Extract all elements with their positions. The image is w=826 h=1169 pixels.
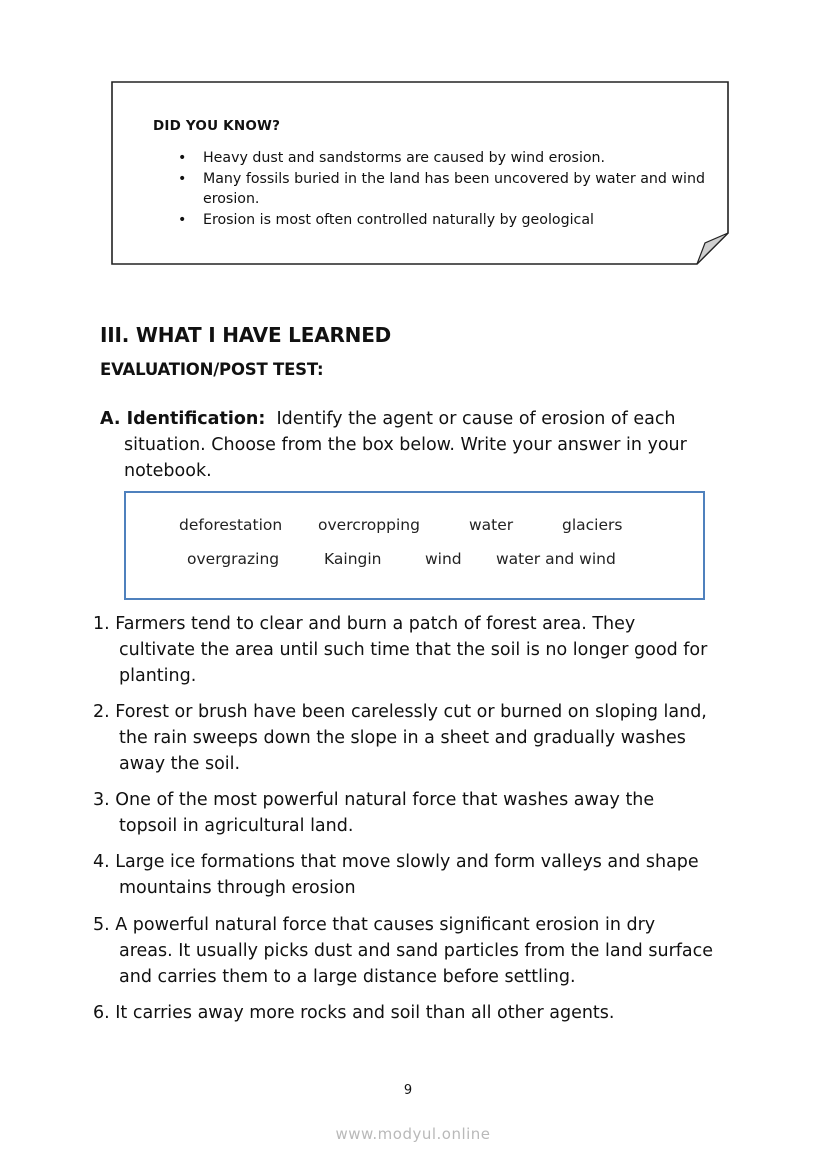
page-number: 9 — [403, 1083, 413, 1098]
choice-item: Kaingin — [324, 550, 382, 568]
bullet-icon: • — [178, 211, 187, 228]
choices-box — [124, 491, 705, 600]
question-item: 6. It carries away more rocks and soil than all other agents. — [93, 1003, 615, 1023]
list-item: • Many fossils buried in the land has been uncovered by water and wind erosion. — [178, 170, 705, 207]
choice-item: glaciers — [562, 516, 623, 534]
did-you-know-title: DID YOU KNOW? — [153, 118, 281, 134]
question-item: 1. Farmers tend to clear and burn a patch of forest area. They cultivate the area until such time that the soil is no longer good for planting. — [93, 614, 708, 686]
watermark: www.modyul.online — [335, 1125, 491, 1143]
identification-instructions: A. Identification: Identify the agent or cause of erosion of each situation. Choose from the box below. Write your answer in your notebook. — [100, 409, 687, 481]
question-item: 5. A powerful natural force that causes significant erosion in dry areas. It usually picks dust and sand particles from the land surface and carries them to a large distance before settling. — [93, 915, 714, 987]
list-item: • Heavy dust and sandstorms are caused by wind erosion. — [178, 148, 708, 169]
section-subtitle: EVALUATION/POST TEST: — [100, 360, 324, 379]
choice-item: overgrazing — [187, 550, 280, 568]
choice-item: overcropping — [318, 516, 420, 534]
choice-item: deforestation — [179, 516, 283, 534]
list-item: • Erosion is most often controlled naturally by geological — [178, 210, 708, 231]
question-item: 3. One of the most powerful natural force that washes away the topsoil in agricultural land. — [93, 790, 655, 836]
instruction-label: A. Identification: — [100, 409, 266, 429]
section-title: III. WHAT I HAVE LEARNED — [100, 323, 392, 347]
choice-item: wind — [425, 550, 462, 568]
choice-item: water — [469, 516, 514, 534]
bullet-icon: • — [178, 150, 187, 166]
did-you-know-list — [178, 148, 708, 230]
question-item: 4. Large ice formations that move slowly and form valleys and shape mountains through erosion — [93, 852, 699, 898]
bullet-icon: • — [178, 170, 187, 187]
question-item: 2. Forest or brush have been carelessly cut or burned on sloping land, the rain sweeps down the slope in a sheet and gradually washes away the soil. — [93, 702, 707, 774]
choice-item: water and wind — [496, 550, 616, 568]
